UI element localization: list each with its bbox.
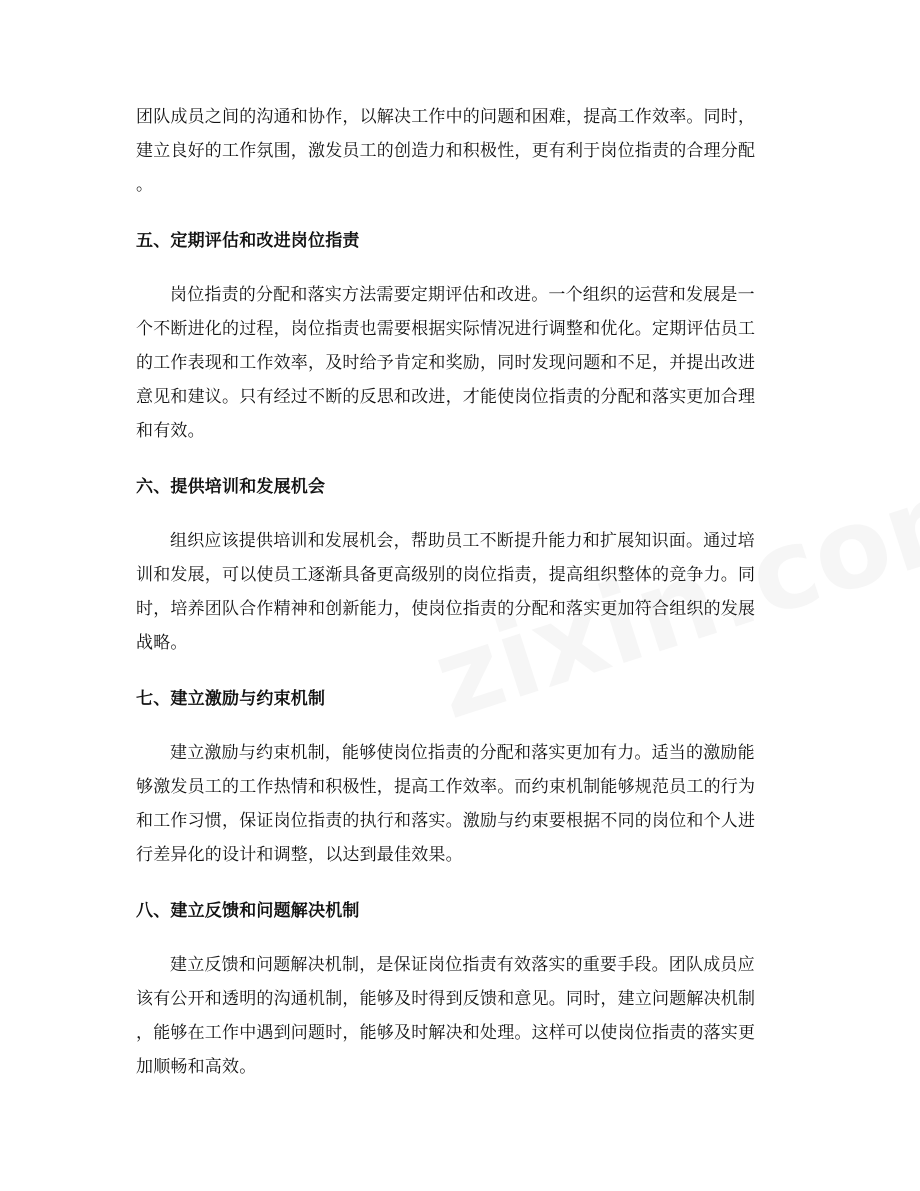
paragraph-line: 组织应该提供培训和发展机会，帮助员工不断提升能力和扩展知识面。通过培 [170, 531, 755, 551]
paragraph-line: 和工作习惯，保证岗位指责的执行和落实。激励与约束要根据不同的岗位和个人进 [136, 811, 756, 831]
paragraph-line: 的工作表现和工作效率，及时给予肯定和奖励，同时发现问题和不足，并提出改进 [136, 353, 756, 373]
paragraph-line: 战略。 [136, 633, 188, 653]
section-paragraph-6 [136, 524, 786, 660]
intro-paragraph [136, 100, 786, 202]
paragraph-line: 够激发员工的工作热情和积极性，提高工作效率。而约束机制能够规范员工的行为 [136, 777, 756, 797]
paragraph-line: 建立反馈和问题解决机制，是保证岗位指责有效落实的重要手段。团队成员应 [170, 955, 755, 975]
paragraph-line: 。 [136, 175, 154, 195]
document-page [136, 100, 786, 1084]
paragraph-line: 建立良好的工作氛围，激发员工的创造力和积极性，更有利于岗位指责的合理分配 [136, 141, 756, 161]
paragraph-line: 行差异化的设计和调整，以达到最佳效果。 [136, 845, 463, 865]
section-paragraph-8 [136, 948, 786, 1084]
paragraph-line: 训和发展，可以使员工逐渐具备更高级别的岗位指责，提高组织整体的竞争力。同 [136, 565, 756, 585]
section-paragraph-5 [136, 278, 786, 448]
paragraph-line: 加顺畅和高效。 [136, 1057, 257, 1077]
section-heading-8: 八、建立反馈和问题解决机制 [136, 901, 360, 921]
paragraph-line: 个不断进化的过程，岗位指责也需要根据实际情况进行调整和优化。定期评估员工 [136, 319, 756, 339]
section-heading-6: 六、提供培训和发展机会 [136, 477, 326, 497]
paragraph-line: 岗位指责的分配和落实方法需要定期评估和改进。一个组织的运营和发展是一 [170, 285, 755, 305]
section-heading-5: 五、定期评估和改进岗位指责 [136, 231, 360, 251]
paragraph-line: 意见和建议。只有经过不断的反思和改进，才能使岗位指责的分配和落实更加合理 [136, 387, 756, 407]
paragraph-line: 该有公开和透明的沟通机制，能够及时得到反馈和意见。同时，建立问题解决机制 [136, 989, 756, 1009]
paragraph-line: 团队成员之间的沟通和协作，以解决工作中的问题和困难，提高工作效率。同时， [136, 107, 756, 127]
paragraph-line: 时，培养团队合作精神和创新能力，使岗位指责的分配和落实更加符合组织的发展 [136, 599, 756, 619]
paragraph-line: 建立激励与约束机制，能够使岗位指责的分配和落实更加有力。适当的激励能 [170, 743, 755, 763]
paragraph-line: 和有效。 [136, 421, 205, 441]
section-heading-7: 七、建立激励与约束机制 [136, 689, 326, 709]
paragraph-line: ，能够在工作中遇到问题时，能够及时解决和处理。这样可以使岗位指责的落实更 [136, 1023, 756, 1043]
section-paragraph-7 [136, 736, 786, 872]
